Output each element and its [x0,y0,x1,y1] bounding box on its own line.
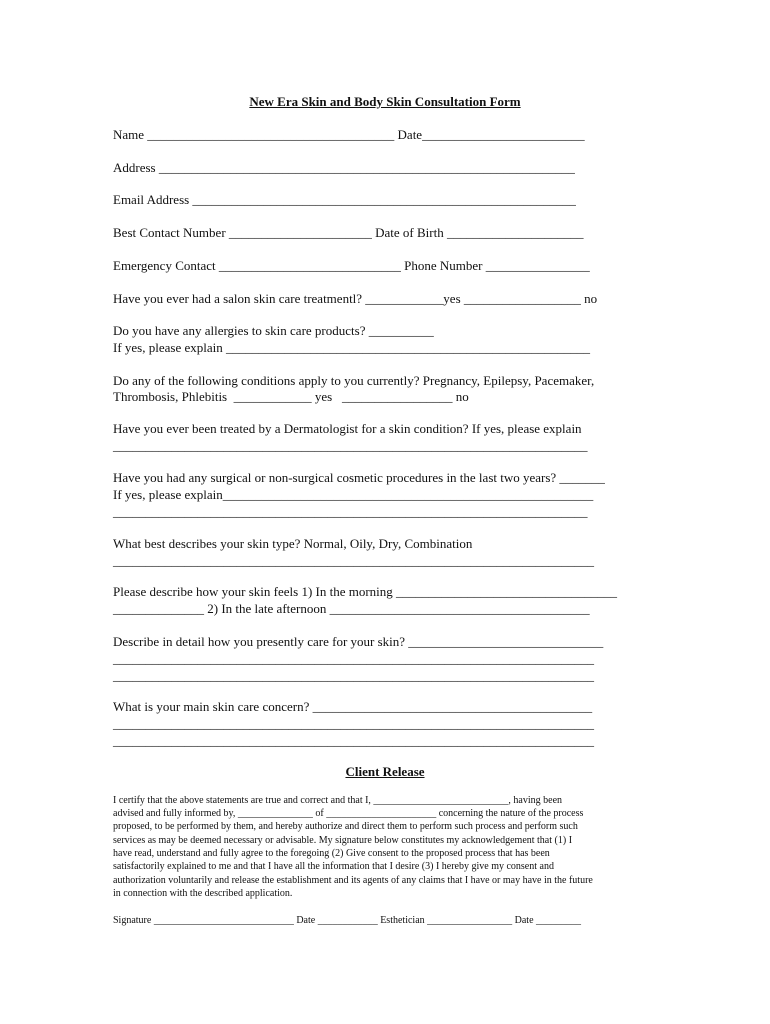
signature-line[interactable]: Signature ____________________________ Date ____________ Esthetician _________________ Date _________ [113,915,582,926]
skin-feel-morning-field[interactable]: Please describe how your skin feels 1) In the morning __________________________________ [113,584,618,599]
procedures-question[interactable]: Have you had any surgical or non-surgical cosmetic procedures in the last two years? _______ [113,470,605,485]
form-title: New Era Skin and Body Skin Consultation Form [249,94,521,109]
release-text-line: satisfactorily explained to me and that I have all the information that I desire (3) I hereby give my consent and [113,861,554,872]
procedures-explain-field[interactable]: If yes, please explain_________________________________________________________ [113,487,594,502]
skin-type-question: What best describes your skin type? Normal, Oily, Dry, Combination [113,536,473,551]
skin-care-routine-field-3[interactable]: __________________________________________________________________________ [113,668,594,683]
release-text-line: authorization voluntarily and release the establishment and its agents of any claims that I have or may have in the future [113,875,593,886]
email-address-field[interactable]: Email Address ___________________________________________________________ [113,192,576,207]
address-field[interactable]: Address ________________________________________________________________ [113,160,575,175]
release-text-line: advised and fully informed by, _______________ of ______________________ concerning the nature of the process [113,808,584,819]
main-concern-field-2[interactable]: __________________________________________________________________________ [113,716,594,731]
salon-treatment-question[interactable]: Have you ever had a salon skin care treatmentl? ____________yes __________________ no [113,291,598,306]
emergency-contact-field[interactable]: Emergency Contact ____________________________ Phone Number ________________ [113,258,590,273]
release-text-line: proposed, to be performed by them, and hereby authorize and direct them to perform such process and perform such [113,821,578,832]
skin-care-routine-field-2[interactable]: __________________________________________________________________________ [113,651,594,666]
client-release-title: Client Release [345,764,425,779]
conditions-question: Do any of the following conditions apply to you currently? Pregnancy, Epilepsy, Pacemaker, [113,373,595,388]
dermatologist-question: Have you ever been treated by a Dermatologist for a skin condition? If yes, please explain [113,421,582,436]
name-date-field[interactable]: Name ______________________________________ Date_________________________ [113,127,585,142]
contact-number-dob-field[interactable]: Best Contact Number ______________________ Date of Birth _____________________ [113,225,584,240]
release-text-line: services as may be deemed necessary or advisable. My signature below constitutes my acknowledgement that (1) I [113,835,573,846]
release-text-line: have read, understand and fully agree to the foregoing (2) Give consent to the proposed process that has been [113,848,550,859]
conditions-answer-field[interactable]: Thrombosis, Phlebitis ____________ yes _________________ no [113,389,469,404]
allergies-question[interactable]: Do you have any allergies to skin care products? __________ [113,323,434,338]
skin-type-field[interactable]: __________________________________________________________________________ [113,553,594,568]
procedures-explain-field-2[interactable]: _________________________________________________________________________ [113,504,588,519]
release-text-line: I certify that the above statements are true and correct and that I, ___________________________, having been [113,795,563,806]
release-text-line: in connection with the described application. [113,888,293,899]
skin-care-routine-field[interactable]: Describe in detail how you presently care for your skin? ______________________________ [113,634,604,649]
dermatologist-explain-field[interactable]: _________________________________________________________________________ [113,438,588,453]
skin-feel-afternoon-field[interactable]: ______________ 2) In the late afternoon ________________________________________ [113,601,590,616]
main-concern-field-3[interactable]: __________________________________________________________________________ [113,733,594,748]
main-concern-field[interactable]: What is your main skin care concern? ___________________________________________ [113,699,593,714]
allergies-explain-field[interactable]: If yes, please explain ________________________________________________________ [113,340,590,355]
